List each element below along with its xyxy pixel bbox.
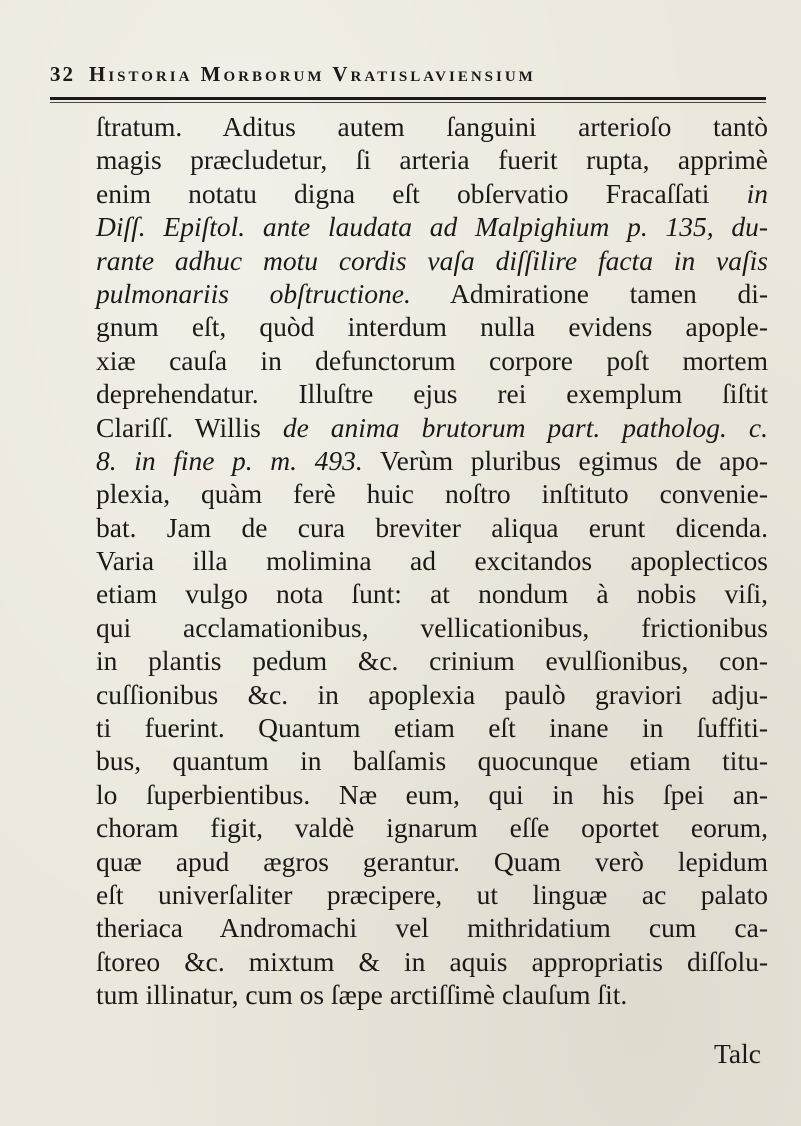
page-number: 32 (50, 62, 75, 86)
page-header (50, 62, 766, 92)
text-line (96, 678, 768, 711)
header-rule-thin (50, 102, 766, 103)
text-line (96, 845, 768, 878)
text-segment: ſtratum. Aditus autem ſanguini arterioſo tantò (96, 111, 768, 142)
italic-citation: pulmonariis obſtructione. (96, 277, 411, 309)
text-segment: ſtoreo &c. mixtum & in aquis appropriatis diſſolu- (96, 945, 768, 977)
text-line (96, 778, 768, 811)
text-line (96, 945, 768, 978)
text-line (96, 577, 768, 610)
text-segment: gnum eſt, quòd interdum nulla evidens apople- (96, 311, 768, 343)
text-line (96, 177, 768, 210)
italic-citation: 8. in fine p. m. 493. (96, 444, 363, 476)
text-line (96, 444, 768, 477)
text-segment: plexia, quàm ferè huic noſtro inſtituto convenie- (96, 478, 768, 510)
text-segment: qui acclamationibus, vellicationibus, frictionibus (96, 611, 768, 643)
text-segment: bat. Jam de cura breviter aliqua erunt dicenda. (96, 511, 768, 543)
text-line (96, 477, 768, 510)
text-segment: Admiratione tamen di- (410, 277, 768, 309)
text-segment: in plantis pedum &c. crinium evulſionibus, con- (96, 645, 768, 677)
text-segment: etiam vulgo nota ſunt: at nondum à nobis viſi, (96, 578, 768, 610)
text-segment: deprehendatur. Illuſtre ejus rei exemplum ſiſtit (96, 378, 768, 410)
text-segment: Verùm pluribus egimus de apo- (362, 444, 768, 476)
italic-citation: in (746, 177, 768, 209)
text-line (96, 310, 768, 343)
italic-citation: de anima brutorum part. patholog. c. (282, 411, 768, 443)
text-segment: magis præcludetur, ſi arteria fuerit rupta, apprimè (96, 144, 768, 176)
text-line (96, 744, 768, 777)
text-segment: bus, quantum in balſamis quocunque etiam titu- (96, 745, 768, 777)
text-line (96, 377, 768, 410)
text-line (96, 711, 768, 744)
text-segment: lo ſuperbientibus. Næ eum, qui in his ſpei an- (96, 778, 768, 810)
text-segment: quæ apud ægros gerantur. Quam verò lepidum (96, 845, 768, 877)
text-segment: theriaca Andromachi vel mithridatium cum ca- (96, 912, 768, 944)
text-line (96, 210, 768, 243)
text-segment: xiæ cauſa in defunctorum corpore poſt mortem (96, 344, 768, 376)
body-text (96, 110, 768, 1012)
text-segment: eſt univerſaliter præcipere, ut linguæ ac palato (96, 878, 768, 910)
text-line (96, 344, 768, 377)
text-segment: Varia illa molimina ad excitandos apoplecticos (96, 545, 768, 577)
catchword: Talc (714, 1038, 761, 1069)
italic-citation: Diſſ. Epiſtol. ante laudata ad Malpighium p. 135, du- (96, 211, 768, 243)
text-line (96, 143, 768, 176)
text-segment: enim notatu digna eſt obſervatio Fracaſſati (96, 177, 747, 209)
running-head: Historia Morborum Vratislaviensium (89, 62, 536, 86)
text-line (96, 110, 768, 143)
text-segment: ti fuerint. Quantum etiam eſt inane in ſuffiti- (96, 712, 768, 744)
text-line (96, 244, 768, 277)
text-line (96, 911, 768, 944)
text-segment: choram figit, valdè ignarum eſſe oportet eorum, (96, 812, 768, 844)
text-line (96, 411, 768, 444)
text-segment: tum illinatur, cum os ſæpe arctiſſimè clauſum ſit. (96, 979, 628, 1011)
text-segment: cuſſionibus &c. in apoplexia paulò graviori adju- (96, 678, 768, 710)
text-line (96, 644, 768, 677)
italic-citation: rante adhuc motu cordis vaſa diſſilire facta in vaſis (96, 244, 768, 276)
text-line (96, 511, 768, 544)
text-line (96, 544, 768, 577)
text-line (96, 277, 768, 310)
text-line (96, 878, 768, 911)
text-line (96, 811, 768, 844)
header-rule (50, 97, 766, 100)
text-line (96, 978, 768, 1011)
text-line (96, 611, 768, 644)
text-segment: Clariſſ. Willis (96, 411, 283, 443)
